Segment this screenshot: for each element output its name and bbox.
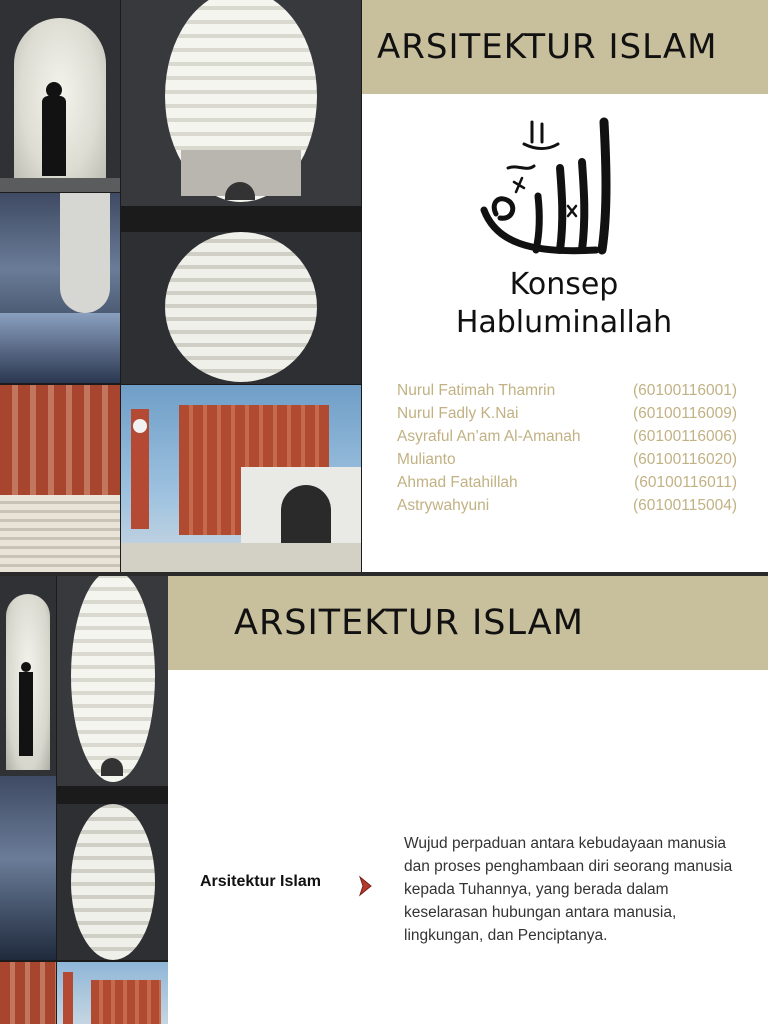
photo-collage [0,0,362,572]
member-row [397,448,737,471]
member-nim: (60100116006) [633,428,737,445]
photo-arch-silhouette [0,0,120,192]
member-name: Mulianto [397,451,456,468]
member-nim: (60100116011) [634,474,737,491]
photo-calligraphy-wall [0,962,56,1024]
allah-calligraphy-icon [478,110,628,260]
concept-line-2: Habluminallah [455,305,673,340]
member-row [397,471,737,494]
photo-interior-oval-reflection [57,804,168,960]
photo-pool [0,776,56,960]
member-name: Asyraful An’am Al-Amanah [397,428,581,445]
member-row [397,402,737,425]
member-name: Astrywahyuni [397,497,490,514]
photo-collage [0,576,168,1024]
arrow-right-icon [357,875,373,897]
member-nim: (60100116009) [633,405,737,422]
photo-mosque [121,385,361,572]
title-bar [362,0,768,94]
member-nim: (60100116001) [633,382,737,399]
definition-text: Wujud perpaduan antara kebudayaan manusia dan proses penghambaan diri seorang manusia kepada Tuhannya, yang berada dalam keselarasan hubungan antara manusia, lingkungan, dan Penciptanya. [404,835,733,944]
member-row [397,425,737,448]
photo-interior-oval-reflection [121,232,361,384]
slide-title: ARSITEKTUR ISLAM [377,27,718,67]
member-row [397,379,737,402]
photo-interior-oval-top [57,576,168,786]
member-nim: (60100116020) [633,451,737,468]
member-name: Nurul Fatimah Thamrin [397,382,556,399]
photo-pool [0,193,120,383]
slide-2 [0,576,768,1024]
title-bar [168,576,768,670]
member-nim: (60100115004) [633,497,737,514]
photo-arch-silhouette [0,576,56,776]
member-name: Ahmad Fatahillah [397,474,518,491]
photo-mosque [57,962,168,1024]
member-row [397,494,737,517]
concept-line-1: Konsep [509,267,619,302]
photo-calligraphy-wall [0,385,120,572]
photo-interior-oval-top [121,0,361,206]
member-name: Nurul Fadly K.Nai [397,405,519,422]
member-list [397,379,737,517]
slide-title: ARSITEKTUR ISLAM [234,603,584,643]
definition-term: Arsitektur Islam [200,873,321,890]
